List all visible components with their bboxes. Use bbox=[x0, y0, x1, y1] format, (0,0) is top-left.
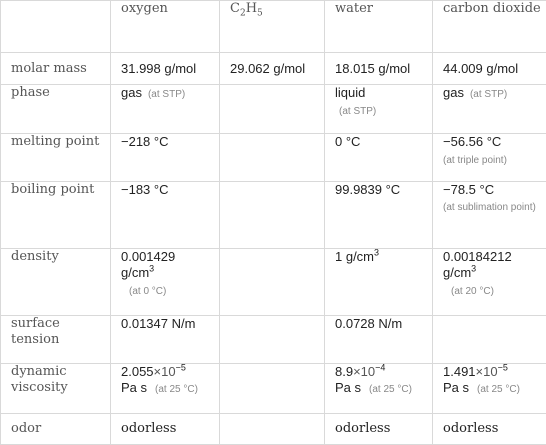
row-label-boiling-point: boiling point bbox=[1, 182, 111, 249]
row-phase bbox=[1, 85, 546, 134]
surface-tension-water: 0.0728 N/m bbox=[325, 316, 433, 364]
molar-mass-oxygen: 31.998 g/mol bbox=[111, 53, 220, 85]
boiling-point-carbon-dioxide-value: −78.5 °C bbox=[443, 182, 495, 197]
corner-cell bbox=[1, 1, 111, 53]
row-dynamic-viscosity bbox=[1, 364, 546, 414]
phase-water bbox=[325, 85, 433, 134]
dynamic-viscosity-oxygen-exponent: −5 bbox=[175, 362, 186, 373]
density-carbon-dioxide-note: (at 20 °C) bbox=[451, 286, 494, 297]
density-carbon-dioxide-unit: g/cm bbox=[443, 265, 472, 280]
density-oxygen-note: (at 0 °C) bbox=[129, 286, 167, 297]
phase-c2h5 bbox=[220, 85, 325, 134]
dynamic-viscosity-oxygen bbox=[111, 364, 220, 414]
times-ten-symbol: ×10 bbox=[353, 364, 376, 379]
row-label-melting-point: melting point bbox=[1, 134, 111, 182]
dynamic-viscosity-oxygen-mantissa: 2.055 bbox=[121, 364, 154, 379]
dynamic-viscosity-water bbox=[325, 364, 433, 414]
molar-mass-c2h5: 29.062 g/mol bbox=[220, 53, 325, 85]
phase-carbon-dioxide-note: (at STP) bbox=[469, 89, 508, 100]
row-label-odor: odor bbox=[1, 414, 111, 445]
row-density bbox=[1, 249, 546, 316]
phase-oxygen-value: gas bbox=[121, 85, 142, 100]
density-oxygen-value: 0.001429 bbox=[121, 249, 176, 264]
header-row bbox=[1, 1, 546, 53]
melting-point-water: 0 °C bbox=[325, 134, 433, 182]
melting-point-carbon-dioxide-note: (at triple point) bbox=[443, 155, 507, 166]
row-label-dynamic-viscosity: dynamic viscosity bbox=[1, 364, 111, 414]
odor-carbon-dioxide: odorless bbox=[433, 414, 546, 445]
odor-oxygen: odorless bbox=[111, 414, 220, 445]
surface-tension-carbon-dioxide bbox=[433, 316, 546, 364]
phase-water-note: (at STP) bbox=[339, 106, 377, 117]
dynamic-viscosity-carbon-dioxide-mantissa: 1.491 bbox=[443, 364, 476, 379]
times-ten-symbol: ×10 bbox=[153, 364, 176, 379]
boiling-point-carbon-dioxide bbox=[433, 182, 546, 249]
row-label-phase: phase bbox=[1, 85, 111, 134]
row-surface-tension bbox=[1, 316, 546, 364]
melting-point-c2h5 bbox=[220, 134, 325, 182]
melting-point-carbon-dioxide-value: −56.56 °C bbox=[443, 134, 502, 149]
density-carbon-dioxide bbox=[433, 249, 546, 316]
dynamic-viscosity-water-unit: Pa s bbox=[335, 380, 362, 395]
dynamic-viscosity-carbon-dioxide-exponent: −5 bbox=[497, 362, 508, 373]
boiling-point-c2h5 bbox=[220, 182, 325, 249]
dynamic-viscosity-carbon-dioxide-note: (at 25 °C) bbox=[477, 384, 520, 395]
density-oxygen-unit: g/cm bbox=[121, 265, 150, 280]
row-molar-mass bbox=[1, 53, 546, 85]
dynamic-viscosity-c2h5 bbox=[220, 364, 325, 414]
row-odor bbox=[1, 414, 546, 445]
column-header-carbon-dioxide: carbon dioxide bbox=[433, 1, 546, 53]
phase-oxygen bbox=[111, 85, 220, 134]
row-label-surface-tension: surface tension bbox=[1, 316, 111, 364]
surface-tension-oxygen: 0.01347 N/m bbox=[111, 316, 220, 364]
molar-mass-carbon-dioxide: 44.009 g/mol bbox=[433, 53, 546, 85]
column-header-oxygen: oxygen bbox=[111, 1, 220, 53]
row-boiling-point bbox=[1, 182, 546, 249]
formula-element-h: H bbox=[245, 1, 258, 16]
boiling-point-water: 99.9839 °C bbox=[325, 182, 433, 249]
row-label-density: density bbox=[1, 249, 111, 316]
row-melting-point bbox=[1, 134, 546, 182]
density-oxygen bbox=[111, 249, 220, 316]
density-carbon-dioxide-value: 0.00184212 bbox=[443, 249, 512, 264]
column-header-water: water bbox=[325, 1, 433, 53]
boiling-point-oxygen: −183 °C bbox=[111, 182, 220, 249]
formula-subscript-2: 2 bbox=[239, 8, 246, 19]
formula-element-c: C bbox=[230, 1, 240, 16]
row-label-molar-mass: molar mass bbox=[1, 53, 111, 85]
dynamic-viscosity-water-exponent: −4 bbox=[375, 362, 386, 373]
dynamic-viscosity-water-mantissa: 8.9 bbox=[335, 364, 354, 379]
dynamic-viscosity-carbon-dioxide-unit: Pa s bbox=[443, 380, 470, 395]
phase-water-value: liquid bbox=[335, 85, 366, 100]
odor-c2h5 bbox=[220, 414, 325, 445]
dynamic-viscosity-oxygen-unit: Pa s bbox=[121, 380, 148, 395]
boiling-point-carbon-dioxide-note: (at sublimation point) bbox=[443, 202, 536, 213]
melting-point-oxygen: −218 °C bbox=[111, 134, 220, 182]
molar-mass-water: 18.015 g/mol bbox=[325, 53, 433, 85]
dynamic-viscosity-carbon-dioxide bbox=[433, 364, 546, 414]
dynamic-viscosity-water-note: (at 25 °C) bbox=[369, 384, 412, 395]
density-water-exponent: 3 bbox=[374, 247, 380, 258]
formula-subscript-5: 5 bbox=[257, 8, 263, 19]
odor-water: odorless bbox=[325, 414, 433, 445]
phase-carbon-dioxide bbox=[433, 85, 546, 134]
column-header-c2h5 bbox=[220, 1, 325, 53]
phase-oxygen-note: (at STP) bbox=[147, 89, 186, 100]
density-carbon-dioxide-exponent: 3 bbox=[471, 263, 477, 274]
surface-tension-c2h5 bbox=[220, 316, 325, 364]
dynamic-viscosity-oxygen-note: (at 25 °C) bbox=[155, 384, 198, 395]
density-oxygen-exponent: 3 bbox=[149, 263, 155, 274]
times-ten-symbol: ×10 bbox=[475, 364, 498, 379]
melting-point-carbon-dioxide bbox=[433, 134, 546, 182]
density-c2h5 bbox=[220, 249, 325, 316]
density-water-value: 1 g/cm bbox=[335, 249, 375, 264]
phase-carbon-dioxide-value: gas bbox=[443, 85, 464, 100]
density-water bbox=[325, 249, 433, 316]
